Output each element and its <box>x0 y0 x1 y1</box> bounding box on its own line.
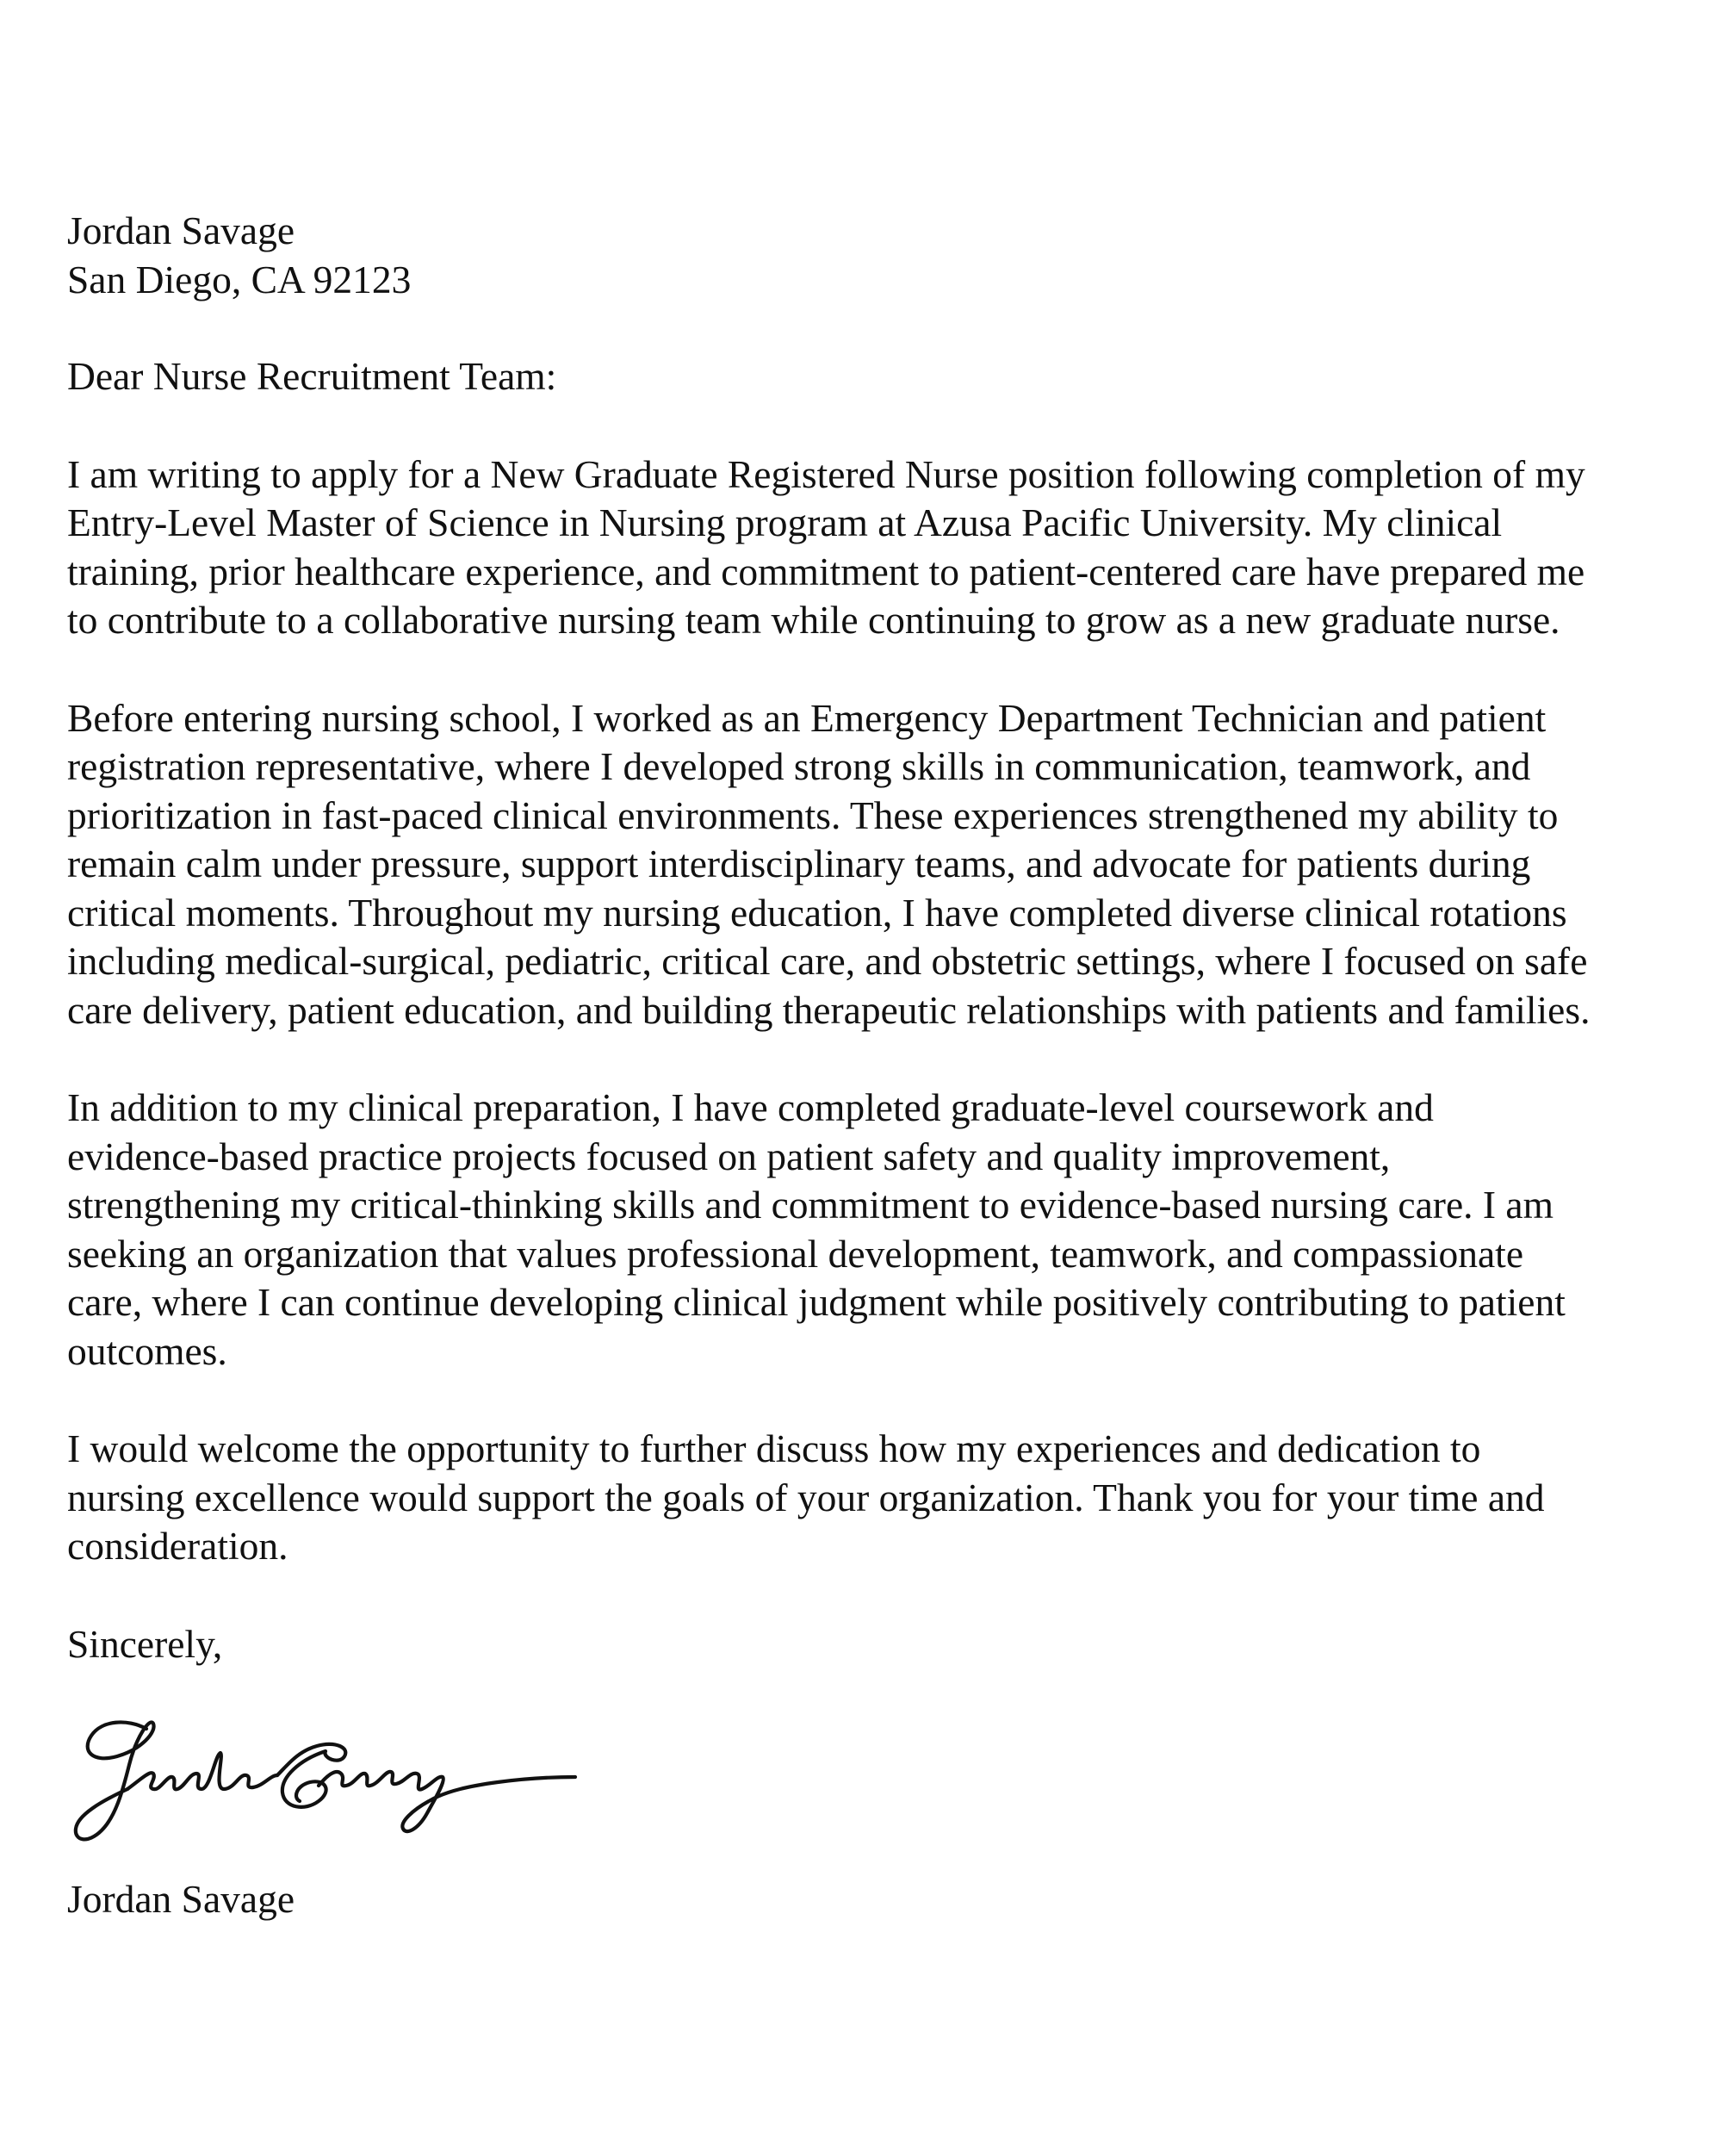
paragraph-line: Entry-Level Master of Science in Nursing program at Azusa Pacific University. My clinical <box>67 500 1503 544</box>
closing-text: Sincerely, <box>67 1621 223 1666</box>
paragraph-line: registration representative, where I developed strong skills in communication, teamwork, and <box>67 744 1531 788</box>
paragraph-4 <box>67 1425 1714 1571</box>
paragraph-line: remain calm under pressure, support interdisciplinary teams, and advocate for patients during <box>67 842 1531 885</box>
paragraph-line: prioritization in fast-paced clinical environments. These experiences strengthened my ability to <box>67 792 1559 837</box>
paragraph-line: including medical-surgical, pediatric, critical care, and obstetric settings, where I focused on safe <box>67 939 1588 983</box>
paragraph-line: consideration. <box>67 1524 288 1568</box>
closing <box>67 1620 1714 1669</box>
paragraph-3 <box>67 1084 1714 1376</box>
handwritten-signature <box>67 1703 584 1867</box>
sender-block <box>67 207 1714 304</box>
paragraph-line: I would welcome the opportunity to further discuss how my experiences and dedication to <box>67 1426 1481 1470</box>
paragraph-line: care delivery, patient education, and building therapeutic relationships with patients and families. <box>67 987 1591 1032</box>
salutation-text: Dear Nurse Recruitment Team: <box>67 354 557 398</box>
paragraph-line: evidence-based practice projects focused on patient safety and quality improvement, <box>67 1134 1391 1178</box>
paragraph-line: critical moments. Throughout my nursing education, I have completed diverse clinical rotations <box>67 890 1567 935</box>
signed-name: Jordan Savage <box>67 1877 295 1921</box>
salutation <box>67 352 1714 401</box>
paragraph-line: Before entering nursing school, I worked as an Emergency Department Technician and patient <box>67 695 1547 740</box>
cover-letter <box>67 207 1714 1924</box>
paragraph-line: outcomes. <box>67 1328 227 1373</box>
paragraph-line: training, prior healthcare experience, and commitment to patient-centered care have prepared me <box>67 549 1585 593</box>
paragraph-2 <box>67 694 1714 1035</box>
paragraph-line: nursing excellence would support the goals of your organization. Thank you for your time and <box>67 1475 1545 1519</box>
paragraph-line: I am writing to apply for a New Graduate Registered Nurse position following completion of my <box>67 451 1585 496</box>
paragraph-line: strengthening my critical-thinking skills and commitment to evidence-based nursing care. I am <box>67 1183 1554 1227</box>
paragraph-line: seeking an organization that values professional development, teamwork, and compassionate <box>67 1231 1524 1276</box>
paragraph-line: In addition to my clinical preparation, I have completed graduate-level coursework and <box>67 1085 1434 1129</box>
paragraph-line: to contribute to a collaborative nursing team while continuing to grow as a new graduate nurse. <box>67 598 1560 642</box>
paragraph-1 <box>67 450 1714 645</box>
signed-name-block <box>67 1875 1714 1924</box>
paragraph-line: care, where I can continue developing clinical judgment while positively contributing to patient <box>67 1280 1566 1324</box>
sender-address: San Diego, CA 92123 <box>67 257 412 301</box>
sender-name: Jordan Savage <box>67 208 295 252</box>
